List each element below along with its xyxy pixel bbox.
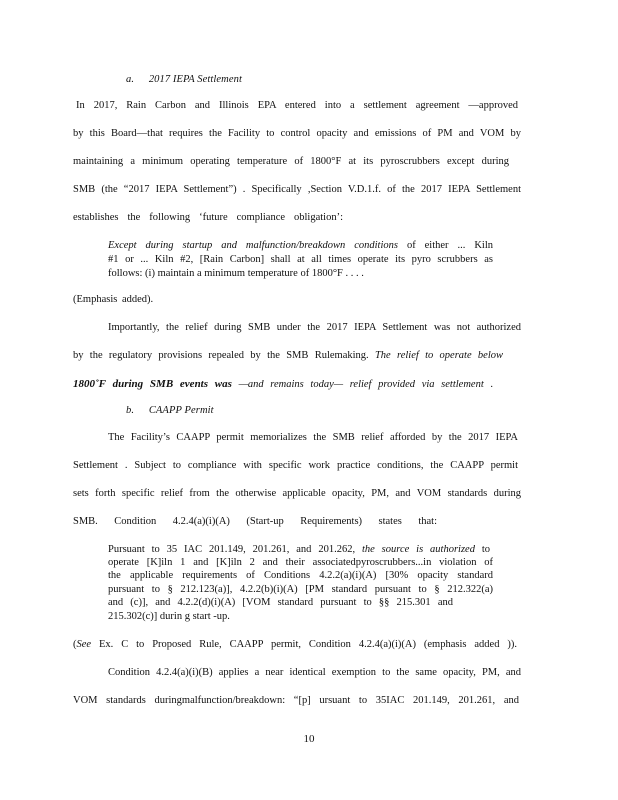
para1-line2: by this Board—that requires the Facility to control opacity and emissions of PM and VOM by bbox=[73, 128, 521, 139]
quote2-line1 bbox=[108, 543, 490, 556]
para4-line2: VOM standards duringmalfunction/breakdown: “[p] ursuant to 35IAC 201.149, 201.261, and bbox=[73, 695, 519, 706]
section-b-label: b. bbox=[126, 405, 135, 416]
quote2-line1-end: to bbox=[481, 544, 491, 555]
quote1-line2: #1 or ... Kiln #2, [Rain Carbon] shall at all times operate its pyro scrubbers as bbox=[108, 254, 493, 265]
para2-line2-italic: The relief to operate below bbox=[374, 350, 504, 361]
para3-line4: SMB. Condition 4.2.4(a)(i)(A) (Start-up Requirements) states that: bbox=[73, 516, 437, 527]
para2-line3-italic: —and remains today— relief provided via settlement bbox=[238, 379, 484, 390]
page-number: 10 bbox=[303, 733, 315, 745]
section-b-title: CAAPP Permit bbox=[148, 405, 214, 416]
quote2-line5: and (c)], and 4.2.2(d)(i)(A) [VOM standard pursuant to §§ 215.301 and bbox=[108, 597, 453, 608]
para2-line2 bbox=[73, 349, 503, 363]
para1-line4: SMB (the “2017 IEPA Settlement”) . Specifically ,Section V.D.1.f. of the 2017 IEPA Settlement bbox=[73, 184, 521, 195]
section-a-heading bbox=[126, 74, 242, 85]
para1-line1: In 2017, Rain Carbon and Illinois EPA entered into a settlement agreement —approved bbox=[76, 100, 518, 111]
para2-line3-end: . bbox=[490, 379, 494, 390]
para2-line3 bbox=[73, 377, 493, 392]
citation-open: ( bbox=[73, 639, 77, 650]
section-a-title: 2017 IEPA Settlement bbox=[148, 74, 242, 85]
para3-line2: Settlement . Subject to compliance with specific work practice conditions, the CAAPP permit bbox=[73, 460, 518, 471]
quote2-line2: operate [K]iln 1 and [K]iln 2 and their associatedpyroscrubbers...in violation of bbox=[108, 557, 493, 568]
citation-line bbox=[73, 638, 517, 652]
quote1-emphasis: Except during startup and malfunction/breakdown conditions bbox=[108, 240, 398, 251]
section-a-label: a. bbox=[126, 74, 135, 85]
para2-line3-bold-italic: 1800˚F during SMB events was bbox=[73, 378, 232, 390]
para1-line5: establishes the following ‘future compliance obligation’: bbox=[73, 212, 343, 223]
quote1-line1 bbox=[108, 239, 493, 252]
para3-line1: The Facility’s CAAPP permit memorializes the SMB relief afforded by the 2017 IEPA bbox=[108, 432, 518, 443]
emphasis-note: (Emphasis added). bbox=[73, 294, 154, 305]
quote1-line3: follows: (i) maintain a minimum temperature of 1800°F . . . . bbox=[108, 268, 364, 279]
quote1-line1-rest: of either ... Kiln bbox=[406, 240, 494, 251]
para4-line1: Condition 4.2.4(a)(i)(B) applies a near identical exemption to the same opacity, PM, and bbox=[108, 667, 521, 678]
citation-rest: Ex. C to Proposed Rule, CAAPP permit, Condition 4.2.4(a)(i)(A) (emphasis added )). bbox=[99, 639, 517, 650]
quote2-line6: 215.302(c)] durin g start -up. bbox=[108, 611, 230, 622]
quote2-emphasis: the source is authorized bbox=[361, 544, 475, 555]
citation-see: See bbox=[76, 639, 92, 650]
quote2-line3: the applicable requirements of Conditions 4.2.2(a)(i)(A) [30% opacity standard bbox=[108, 570, 493, 581]
para2-line1: Importantly, the relief during SMB under the 2017 IEPA Settlement was not authorized bbox=[108, 322, 521, 333]
quote2-line4: pursuant to § 212.123(a)], 4.2.2(b)(i)(A) [PM standard pursuant to § 212.322(a) bbox=[108, 584, 493, 595]
quote2-line1-text: Pursuant to 35 IAC 201.149, 201.261, and 201.262, bbox=[108, 544, 356, 555]
para1-line3: maintaining a minimum operating temperature of 1800°F at its pyroscrubbers except during bbox=[73, 156, 509, 167]
para3-line3: sets forth specific relief from the otherwise applicable opacity, PM, and VOM standards during bbox=[73, 488, 521, 499]
para2-line2-text: by the regulatory provisions repealed by the SMB Rulemaking. bbox=[73, 350, 369, 361]
section-b-heading bbox=[126, 405, 214, 416]
